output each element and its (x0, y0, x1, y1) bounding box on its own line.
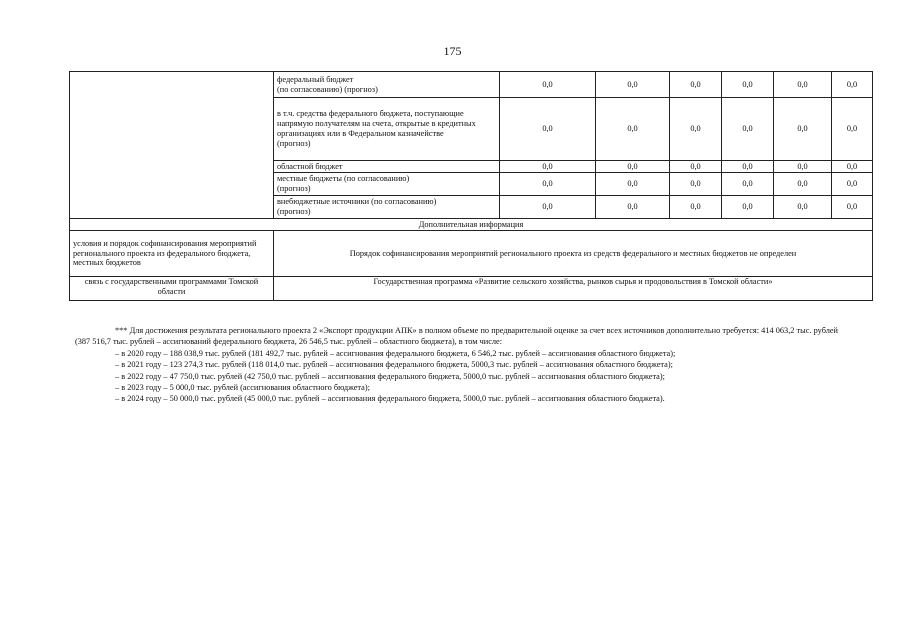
value-cell: 0,0 (774, 98, 832, 161)
value-cell: 0,0 (500, 72, 596, 98)
value-cell: 0,0 (722, 173, 774, 196)
source-label: местные бюджеты (по согласованию) (прогноз) (277, 174, 410, 193)
value-cell: 0,0 (596, 72, 670, 98)
value-cell: 0,0 (774, 161, 832, 173)
value-cell: 0,0 (500, 98, 596, 161)
notes-year-2024: – в 2024 году – 50 000,0 тыс. рублей (45 000,0 тыс. рублей – ассигнования федерального бюджета, 5000,0 тыс. рублей – ассигнования областного бюджета). (115, 394, 665, 404)
value-cell: 0,0 (500, 173, 596, 196)
value-cell: 0,0 (596, 196, 670, 219)
value-cell: 0,0 (774, 173, 832, 196)
value-cell: 0,0 (722, 161, 774, 173)
value-cell: 0,0 (832, 161, 873, 173)
source-label: внебюджетные источники (по согласованию) (прогноз) (277, 197, 437, 216)
value-cell: 0,0 (722, 98, 774, 161)
source-label: в т.ч. средства федерального бюджета, поступающие напрямую получателям на счета, открытые в кредитных организациях или в Федеральном казначействе (прогноз) (277, 109, 476, 148)
notes-year-2022: – в 2022 году – 47 750,0 тыс. рублей (42 750,0 тыс. рублей – ассигнования федерального бюджета, 5000,0 тыс. рублей – ассигнования областного бюджета); (115, 371, 665, 381)
funding-notes (75, 325, 838, 405)
value-cell: 0,0 (670, 161, 722, 173)
value-cell: 0,0 (722, 196, 774, 219)
value-cell: 0,0 (774, 196, 832, 219)
value-cell: 0,0 (500, 196, 596, 219)
table-row (70, 277, 873, 301)
value-cell: 0,0 (596, 173, 670, 196)
cofinancing-value: Порядок софинансирования мероприятий регионального проекта из средств федерального и местных бюджетов не определен (274, 231, 873, 277)
value-cell: 0,0 (832, 98, 873, 161)
source-cell (274, 173, 500, 196)
table-row (70, 219, 873, 231)
value-cell: 0,0 (596, 161, 670, 173)
value-cell: 0,0 (832, 196, 873, 219)
value-cell: 0,0 (670, 72, 722, 98)
table-row (70, 231, 873, 277)
notes-year-2020: – в 2020 году – 188 038,9 тыс. рублей (181 492,7 тыс. рублей – ассигнования федерального бюджета, 6 546,2 тыс. рублей – ассигнования областного бюджета); (115, 348, 676, 358)
budget-table (69, 71, 873, 301)
source-label: областной бюджет (277, 161, 343, 171)
notes-year-2023: – в 2023 году – 5 000,0 тыс. рублей (ассигнования областного бюджета); (115, 383, 370, 393)
value-cell: 0,0 (832, 72, 873, 98)
notes-intro: *** Для достижения результата регионального проекта 2 «Экспорт продукции АПК» в полном объеме по предварительной оценке за счет всех источников дополнительно требуется: 414 063,2 тыс. рублей (387 516,7 тыс. рублей – ассигнований федерального бюджета, 26 546,5 тыс. рублей – областного бюджета), в том числе: (75, 326, 838, 347)
empty-cell (70, 72, 274, 219)
source-cell (274, 161, 500, 173)
value-cell: 0,0 (832, 173, 873, 196)
table-row (70, 72, 873, 98)
value-cell: 0,0 (596, 98, 670, 161)
source-label: федеральный бюджет (по согласованию) (прогноз) (277, 74, 378, 94)
value-cell: 0,0 (722, 72, 774, 98)
cofinancing-label: условия и порядок софинансирования мероприятий регионального проекта из федерального бюджета, местных бюджетов (70, 231, 274, 277)
programs-label: связь с государственными программами Томской области (70, 277, 274, 301)
value-cell: 0,0 (670, 98, 722, 161)
additional-info-header: Дополнительная информация (70, 219, 873, 231)
value-cell: 0,0 (500, 161, 596, 173)
source-cell (274, 98, 500, 161)
notes-year-2021: – в 2021 году – 123 274,3 тыс. рублей (118 014,0 тыс. рублей – ассигнования федерального бюджета, 5000,3 тыс. рублей – ассигнования областного бюджета); (115, 360, 673, 370)
source-cell (274, 196, 500, 219)
value-cell: 0,0 (670, 196, 722, 219)
value-cell: 0,0 (670, 173, 722, 196)
programs-value: Государственная программа «Развитие сельского хозяйства, рынков сырья и продовольствия в Томской области» (274, 277, 873, 301)
page-number: 175 (443, 44, 462, 58)
value-cell: 0,0 (774, 72, 832, 98)
source-cell (274, 72, 500, 98)
